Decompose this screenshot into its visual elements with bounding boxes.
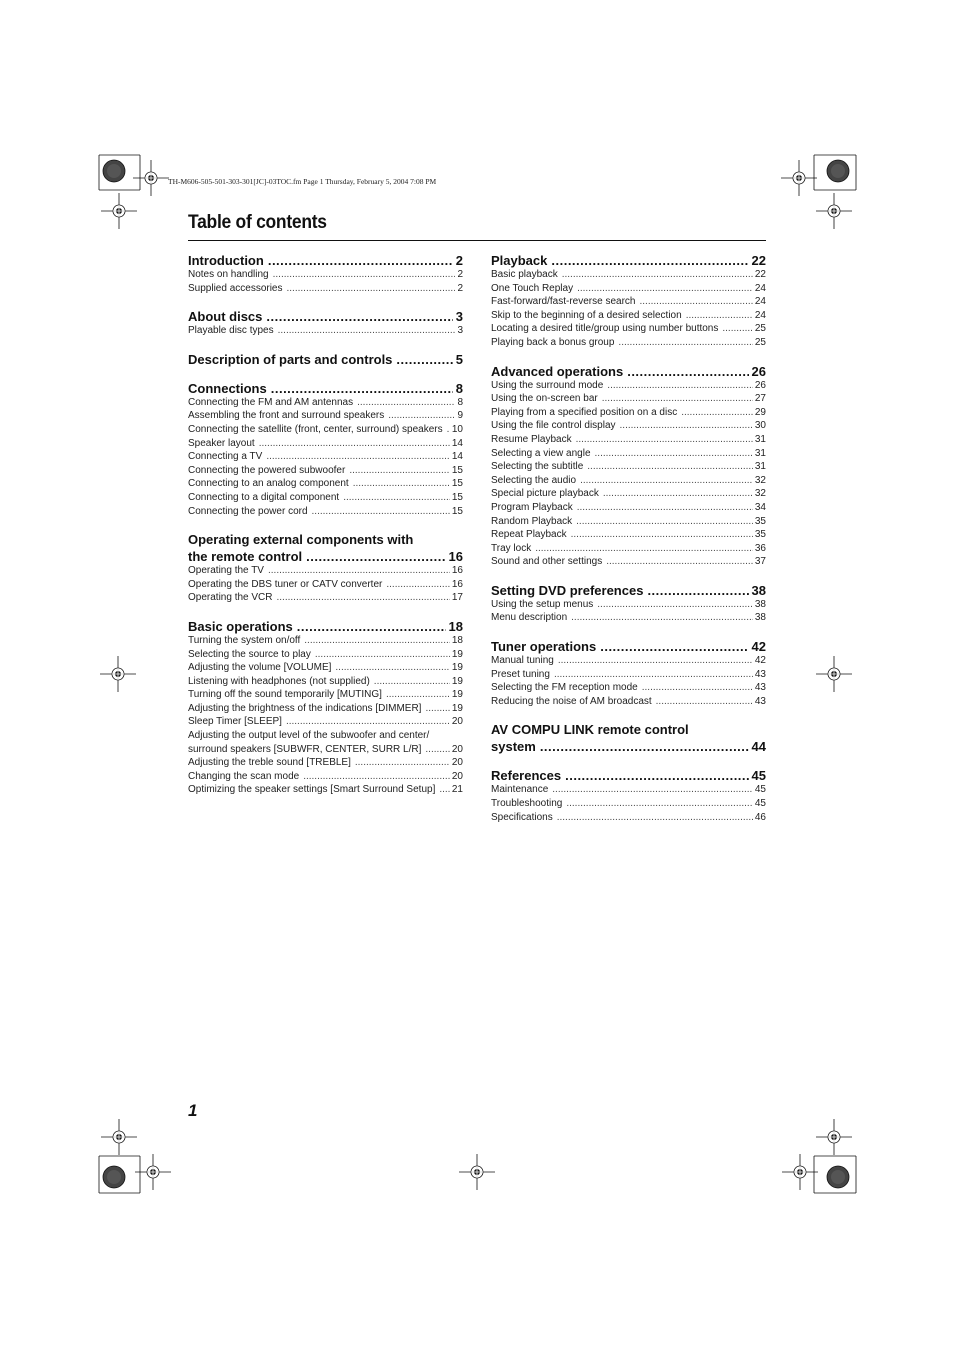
entry-page-number: 15 [451, 505, 463, 517]
toc-entry[interactable] [188, 648, 463, 662]
entry-title[interactable]: Reducing the noise of AM broadcast [491, 695, 652, 707]
dot-leader [647, 583, 748, 598]
section-heading[interactable] [491, 739, 766, 754]
entry-page-number: 38 [754, 598, 766, 610]
entry-page-number: 20 [451, 743, 463, 755]
section-title-line[interactable]: AV COMPU LINK remote control [491, 722, 689, 738]
entry-title[interactable]: Playing back a bonus group [491, 336, 615, 348]
entry-page-number: 43 [754, 695, 766, 707]
entry-title[interactable]: Preset tuning [491, 668, 550, 680]
entry-page-number: 15 [451, 478, 463, 490]
section-heading[interactable] [188, 309, 463, 324]
toc-section [188, 532, 463, 605]
entry-page-number: 10 [451, 423, 463, 435]
section-page-number: 26 [751, 363, 766, 379]
dot-leader [374, 675, 450, 689]
toc-section [491, 768, 766, 824]
toc-entry[interactable] [491, 542, 766, 556]
section-page-number: 3 [455, 309, 463, 325]
entry-title[interactable]: surround speakers [SUBWFR, CENTER, SURR L/R] [188, 743, 422, 755]
toc-entry[interactable] [188, 634, 463, 648]
entry-page-number: 32 [754, 474, 766, 486]
section-heading[interactable] [491, 639, 766, 654]
section-title[interactable]: system [491, 739, 536, 755]
entry-page-number: 35 [754, 515, 766, 527]
section-title[interactable]: Tuner operations [491, 639, 597, 655]
entry-page-number: 9 [457, 410, 463, 422]
entry-title[interactable]: Skip to the beginning of a desired selection [491, 309, 682, 321]
dot-leader [602, 392, 753, 406]
toc-entry[interactable] [491, 474, 766, 488]
toc-entry[interactable] [491, 811, 766, 825]
entry-page-number: 19 [451, 675, 463, 687]
entry-page-number: 18 [451, 634, 463, 646]
dot-leader [447, 423, 450, 437]
section-page-number: 5 [455, 351, 463, 367]
entry-title[interactable]: Locating a desired title/group using number buttons [491, 323, 719, 335]
entry-title[interactable]: Operating the DBS tuner or CATV converter [188, 578, 383, 590]
entry-page-number: 24 [754, 282, 766, 294]
dot-leader [343, 491, 450, 505]
toc-entry[interactable] [188, 661, 463, 675]
toc-entry[interactable] [491, 654, 766, 668]
dot-leader [576, 433, 753, 447]
toc-entry[interactable] [491, 419, 766, 433]
entry-page-number: 29 [754, 406, 766, 418]
entry-title[interactable]: Connecting to an analog component [188, 478, 349, 490]
toc-entry[interactable] [491, 309, 766, 323]
dot-leader [577, 501, 753, 515]
dot-leader [312, 505, 450, 519]
entry-page-number: 31 [754, 447, 766, 459]
toc-entry[interactable] [188, 688, 463, 702]
toc-entry[interactable] [188, 409, 463, 423]
toc-entry[interactable] [188, 702, 463, 716]
toc-entry[interactable] [188, 564, 463, 578]
dot-leader [386, 578, 450, 592]
entry-title[interactable]: Special picture playback [491, 488, 599, 500]
entry-page-number: 2 [457, 269, 463, 280]
entry-page-number: 43 [754, 682, 766, 694]
dot-leader [273, 268, 456, 282]
toc-entry[interactable] [491, 487, 766, 501]
toc-entry[interactable] [188, 437, 463, 451]
entry-title[interactable]: Using the surround mode [491, 379, 604, 391]
entry-title[interactable]: Changing the scan mode [188, 770, 300, 782]
dot-leader [306, 549, 445, 564]
dot-leader [271, 381, 453, 396]
dot-leader [597, 598, 753, 612]
entry-title[interactable]: Playing from a specified position on a disc [491, 406, 678, 418]
toc-entry[interactable] [491, 555, 766, 569]
toc-entry[interactable] [491, 695, 766, 709]
toc-entry[interactable] [188, 423, 463, 437]
entry-page-number: 20 [451, 716, 463, 728]
toc-right-column [491, 251, 766, 838]
entry-title[interactable]: Fast-forward/fast-reverse search [491, 296, 636, 308]
entry-page-number: 8 [457, 396, 463, 408]
section-heading[interactable] [491, 768, 766, 783]
toc-entry[interactable] [491, 797, 766, 811]
section-page-number: 44 [751, 739, 766, 755]
section-heading[interactable] [188, 619, 463, 634]
entry-page-number: 25 [754, 323, 766, 335]
toc-section [491, 722, 766, 754]
dot-leader [557, 811, 753, 825]
section-page-number: 38 [751, 582, 766, 598]
entry-title[interactable]: Selecting the source to play [188, 648, 311, 660]
entry-title[interactable]: Selecting the FM reception mode [491, 682, 638, 694]
entry-title[interactable]: Using the file control display [491, 420, 616, 432]
toc-section [491, 583, 766, 625]
entry-page-number: 19 [451, 689, 463, 701]
entry-title[interactable]: Connecting the FM and AM antennas [188, 396, 354, 408]
entry-page-number: 2 [457, 282, 463, 294]
section-heading[interactable] [188, 549, 463, 564]
entry-page-number: 34 [754, 501, 766, 513]
dot-leader [425, 743, 449, 757]
entry-page-number: 15 [451, 491, 463, 503]
toc-entry[interactable] [188, 268, 463, 282]
entry-page-number: 30 [754, 420, 766, 432]
dot-leader [571, 611, 753, 625]
dot-leader [304, 634, 450, 648]
toc-entry[interactable] [188, 675, 463, 689]
entry-page-number: 22 [754, 269, 766, 280]
toc-entry[interactable] [188, 743, 463, 757]
entry-page-number: 15 [451, 464, 463, 476]
toc-entry[interactable] [491, 681, 766, 695]
entry-page-number: 45 [754, 784, 766, 796]
dot-leader [606, 555, 753, 569]
dot-leader [353, 477, 450, 491]
toc-section [491, 364, 766, 569]
dot-leader [278, 324, 456, 338]
toc-entry[interactable] [491, 336, 766, 350]
section-heading[interactable] [188, 253, 463, 268]
toc-entry[interactable] [188, 491, 463, 505]
dot-leader [642, 681, 753, 695]
dot-leader [286, 715, 450, 729]
entry-title[interactable]: Operating the VCR [188, 592, 273, 604]
toc-entry[interactable] [188, 505, 463, 519]
toc-section [188, 381, 463, 518]
entry-title[interactable]: Using the on-screen bar [491, 393, 598, 405]
entry-title[interactable]: Troubleshooting [491, 798, 563, 810]
section-heading[interactable] [491, 364, 766, 379]
entry-title[interactable]: Listening with headphones (not supplied) [188, 675, 370, 687]
section-title[interactable]: the remote control [188, 549, 303, 565]
toc-entry[interactable] [188, 282, 463, 296]
section-title[interactable]: Basic operations [188, 618, 293, 634]
entry-page-number: 45 [754, 798, 766, 810]
dot-leader [535, 542, 753, 556]
entry-title[interactable]: Adjusting the brightness of the indications [DIMMER] [188, 702, 422, 714]
dot-leader [562, 268, 753, 282]
dot-leader [540, 739, 749, 754]
toc-entry[interactable] [491, 611, 766, 625]
entry-title[interactable]: Program Playback [491, 501, 573, 513]
dot-leader [388, 409, 455, 423]
toc-entry[interactable] [491, 501, 766, 515]
entry-title[interactable]: Operating the TV [188, 565, 264, 577]
dot-leader [595, 447, 753, 461]
entry-page-number: 16 [451, 565, 463, 577]
entry-title[interactable]: Turning the system on/off [188, 634, 301, 646]
section-title[interactable]: Description of parts and controls [188, 351, 393, 367]
entry-title[interactable]: Selecting the subtitle [491, 461, 584, 473]
entry-page-number: 35 [754, 529, 766, 541]
dot-leader [268, 253, 453, 268]
entry-page-number: 16 [451, 578, 463, 590]
dot-leader [425, 702, 449, 716]
toc-entry[interactable] [491, 322, 766, 336]
toc-entry[interactable] [188, 770, 463, 784]
section-heading[interactable] [188, 381, 463, 396]
toc-left-column [188, 251, 463, 811]
entry-title[interactable]: Playable disc types [188, 325, 274, 337]
dot-leader [554, 668, 753, 682]
dot-leader [618, 336, 752, 350]
entry-title[interactable]: Notes on handling [188, 269, 269, 280]
dot-leader [439, 783, 450, 797]
entry-title[interactable]: Menu description [491, 612, 568, 624]
dot-leader [571, 528, 753, 542]
section-page-number: 16 [448, 549, 463, 565]
entry-page-number: 3 [457, 325, 463, 337]
section-page-number: 8 [455, 380, 463, 396]
dot-leader [603, 487, 753, 501]
entry-title[interactable]: Resume Playback [491, 433, 572, 445]
entry-title[interactable]: Maintenance [491, 784, 549, 796]
entry-page-number: 17 [451, 592, 463, 604]
dot-leader [266, 309, 452, 324]
title-rule [188, 240, 766, 241]
toc-entry[interactable] [491, 460, 766, 474]
entry-title[interactable]: Connecting the powered subwoofer [188, 464, 346, 476]
section-page-number: 2 [455, 253, 463, 268]
toc-entry[interactable] [188, 591, 463, 605]
dot-leader [315, 648, 450, 662]
entry-title[interactable]: Supplied accessories [188, 282, 283, 294]
dot-leader [577, 282, 753, 296]
entry-title[interactable]: Selecting the audio [491, 474, 577, 486]
dot-leader [268, 564, 450, 578]
dot-leader [357, 396, 455, 410]
section-title[interactable]: Playback [491, 253, 548, 268]
entry-page-number: 43 [754, 668, 766, 680]
toc-entry[interactable] [491, 268, 766, 282]
toc-entry[interactable] [188, 756, 463, 770]
entry-title[interactable]: Random Playback [491, 515, 573, 527]
toc-entry[interactable] [491, 406, 766, 420]
toc-entry[interactable] [188, 450, 463, 464]
entry-page-number: 21 [451, 784, 463, 796]
toc-section [188, 352, 463, 367]
dot-leader [566, 797, 753, 811]
dot-leader [681, 406, 753, 420]
page-number: 1 [188, 1101, 198, 1120]
entry-title[interactable]: Turning off the sound temporarily [MUTING] [188, 689, 382, 701]
dot-leader [386, 688, 450, 702]
dot-leader [607, 379, 753, 393]
toc-entry[interactable] [491, 282, 766, 296]
toc-entry[interactable] [491, 668, 766, 682]
entry-title[interactable]: Sound and other settings [491, 556, 603, 568]
dot-leader [620, 419, 753, 433]
entry-page-number: 25 [754, 336, 766, 348]
dot-leader [277, 591, 450, 605]
toc-section [188, 253, 463, 295]
section-heading[interactable] [188, 352, 463, 367]
entry-page-number: 19 [451, 662, 463, 674]
entry-page-number: 31 [754, 461, 766, 473]
entry-title[interactable]: Adjusting the treble sound [TREBLE] [188, 757, 351, 769]
dot-leader [722, 322, 753, 336]
section-title[interactable]: Advanced operations [491, 363, 624, 379]
entry-title[interactable]: Selecting a view angle [491, 447, 591, 459]
dot-leader [297, 619, 446, 634]
section-title[interactable]: About discs [188, 309, 263, 325]
toc-entry[interactable] [491, 515, 766, 529]
entry-title[interactable]: Connecting to a digital component [188, 491, 340, 503]
entry-page-number: 24 [754, 296, 766, 308]
entry-title[interactable]: Tray lock [491, 542, 532, 554]
section-page-number: 22 [751, 253, 766, 268]
dot-leader [686, 309, 753, 323]
dot-leader [287, 282, 456, 296]
dot-leader [396, 352, 452, 367]
entry-title[interactable]: One Touch Replay [491, 282, 574, 294]
section-page-number: 45 [751, 768, 766, 784]
toc-entry[interactable] [188, 578, 463, 592]
dot-leader [335, 661, 449, 675]
file-header: TH-M606-505-501-303-301[JC]-03TOC.fm Page 1 Thursday, February 5, 2004 7:08 PM [168, 177, 437, 186]
section-title[interactable]: Introduction [188, 253, 264, 268]
section-title-line[interactable]: Operating external components with [188, 532, 414, 548]
dot-leader [600, 639, 748, 654]
dot-leader [259, 437, 450, 451]
section-title[interactable]: References [491, 768, 562, 784]
toc-entry[interactable] [491, 379, 766, 393]
entry-title[interactable]: Sleep Timer [SLEEP] [188, 716, 282, 728]
dot-leader [627, 364, 748, 379]
entry-title[interactable]: Connecting the power cord [188, 505, 308, 517]
entry-page-number: 20 [451, 770, 463, 782]
entry-page-number: 19 [451, 702, 463, 714]
entry-page-number: 19 [451, 648, 463, 660]
toc-entry-line[interactable] [188, 729, 463, 743]
dot-leader [349, 464, 450, 478]
entry-title[interactable]: Optimizing the speaker settings [Smart Surround Setup] [188, 784, 436, 796]
entry-title[interactable]: Assembling the front and surround speakers [188, 410, 385, 422]
toc-entry[interactable] [188, 715, 463, 729]
toc-entry[interactable] [491, 598, 766, 612]
toc-entry[interactable] [188, 783, 463, 797]
section-heading[interactable] [491, 253, 766, 268]
toc-entry[interactable] [491, 783, 766, 797]
entry-page-number: 32 [754, 488, 766, 500]
dot-leader [551, 253, 748, 268]
section-page-number: 18 [448, 618, 463, 634]
toc-section [491, 639, 766, 708]
dot-leader [552, 783, 753, 797]
dot-leader [656, 695, 753, 709]
entry-title[interactable]: Using the setup menus [491, 598, 594, 610]
dot-leader [558, 654, 753, 668]
dot-leader [587, 460, 753, 474]
entry-page-number: 38 [754, 612, 766, 624]
toc-section [188, 619, 463, 797]
section-page-number: 42 [751, 639, 766, 655]
toc-entry[interactable] [188, 464, 463, 478]
dot-leader [266, 450, 450, 464]
entry-page-number: 20 [451, 757, 463, 769]
entry-title[interactable]: Basic playback [491, 269, 558, 280]
section-title[interactable]: Connections [188, 380, 267, 396]
toc-entry[interactable] [188, 477, 463, 491]
toc-entry[interactable] [491, 447, 766, 461]
toc-section [188, 309, 463, 338]
entry-page-number: 36 [754, 542, 766, 554]
entry-title[interactable]: Adjusting the output level of the subwoofer and center/ [188, 730, 430, 742]
entry-page-number: 46 [754, 811, 766, 823]
entry-title[interactable]: Repeat Playback [491, 529, 567, 541]
toc-entry[interactable] [491, 528, 766, 542]
entry-page-number: 31 [754, 433, 766, 445]
dot-leader [355, 756, 450, 770]
entry-title[interactable]: Connecting a TV [188, 451, 263, 463]
entry-title[interactable]: Adjusting the volume [VOLUME] [188, 662, 332, 674]
dot-leader [640, 295, 753, 309]
dot-leader [576, 515, 753, 529]
entry-page-number: 37 [754, 556, 766, 568]
page-title: Table of contents [188, 212, 327, 233]
section-heading[interactable] [491, 583, 766, 598]
entry-title[interactable]: Speaker layout [188, 437, 255, 449]
dot-leader [303, 770, 450, 784]
toc-entry[interactable] [491, 392, 766, 406]
toc-entry[interactable] [491, 433, 766, 447]
entry-page-number: 26 [754, 379, 766, 391]
entry-title[interactable]: Specifications [491, 811, 553, 823]
section-title[interactable]: Setting DVD preferences [491, 582, 644, 598]
entry-page-number: 14 [451, 437, 463, 449]
entry-page-number: 14 [451, 451, 463, 463]
entry-title[interactable]: Manual tuning [491, 655, 554, 667]
entry-page-number: 42 [754, 655, 766, 667]
entry-title[interactable]: Connecting the satellite (front, center, surround) speakers [188, 423, 443, 435]
toc-entry[interactable] [491, 295, 766, 309]
toc-entry[interactable] [188, 324, 463, 338]
entry-page-number: 27 [754, 393, 766, 405]
entry-page-number: 24 [754, 309, 766, 321]
toc-entry[interactable] [188, 396, 463, 410]
dot-leader [580, 474, 753, 488]
toc-section [491, 253, 766, 350]
dot-leader [565, 768, 748, 783]
